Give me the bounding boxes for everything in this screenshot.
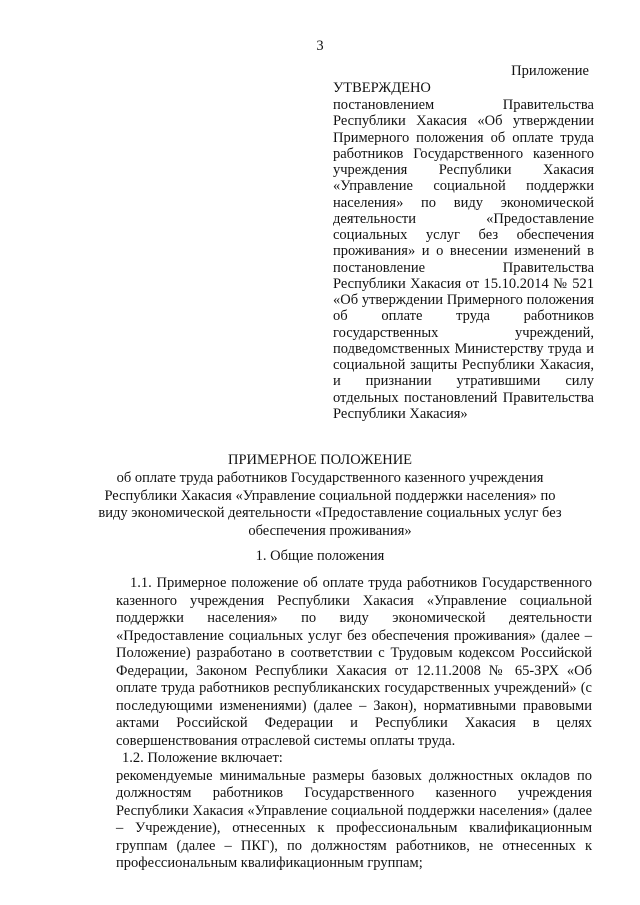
paragraph-list-item: рекомендуемые минимальные размеры базовых должностных окладов по должностям работников Государственного казенного учреждения Республики Хакасия «Управление социальной поддержки населения» (далее – Учреждение), отнесенных к профессиональным квалификационным группам (далее – ПКГ), по должностям работников, не отнесенных к профессиональным квалификационным группам; [116, 767, 592, 871]
section-heading: 1. Общие положения [255, 548, 385, 564]
paragraph-1-1: 1.1. Примерное положение об оплате труда работников Государственного казенного учреждения Республики Хакасия «Управление социальной поддержки населения» по виду экономической деятельности «Предоставление социальных услуг без обеспечения проживания» (далее – Положение) разработано в соответствии с Трудовым кодексом Российской Федерации, Законом Республики Хакасия от 12.11.2008 № 65-ЗРХ «Об оплате труда работников республиканских государственных учреждений» (с последующими изменениями) (далее – Закон), нормативными правовыми актами Российской Федерации и Республики Хакасия в целях совершенствования отраслевой системы оплаты труда. [116, 575, 592, 749]
page-number: 3 [316, 38, 324, 54]
document-subtitle: об оплате труда работников Государственного казенного учреждения Республики Хакасия «Управление социальной поддержки населения» по виду экономической деятельности «Предоставление социальных услуг без обеспечения проживания» [98, 470, 562, 539]
paragraph-1-2: 1.2. Положение включает: [122, 750, 283, 766]
approval-reference-text: постановлением Правительства Республики Хакасия «Об утверждении Примерного положения об оплате труда работников Государственного казенного учреждения Республики Хакасия «Управление социальной поддержки населения» по виду экономической деятельности «Предоставление социальных услуг без обеспечения проживания» и о внесении изменений в постановление Правительства Республики Хакасия от 15.10.2014 № 521 «Об утверждении Примерного положения об оплате труда работников государственных учреждений, подведомственных Министерству труда и социальной защиты Республики Хакасия, и признании утратившими силу отдельных постановлений Правительства Республики Хакасия» [333, 97, 594, 422]
document-body [116, 575, 592, 873]
appendix-label: Приложение [511, 63, 589, 79]
approved-stamp-title: УТВЕРЖДЕНО [333, 80, 431, 96]
document-title: ПРИМЕРНОЕ ПОЛОЖЕНИЕ [227, 452, 413, 468]
